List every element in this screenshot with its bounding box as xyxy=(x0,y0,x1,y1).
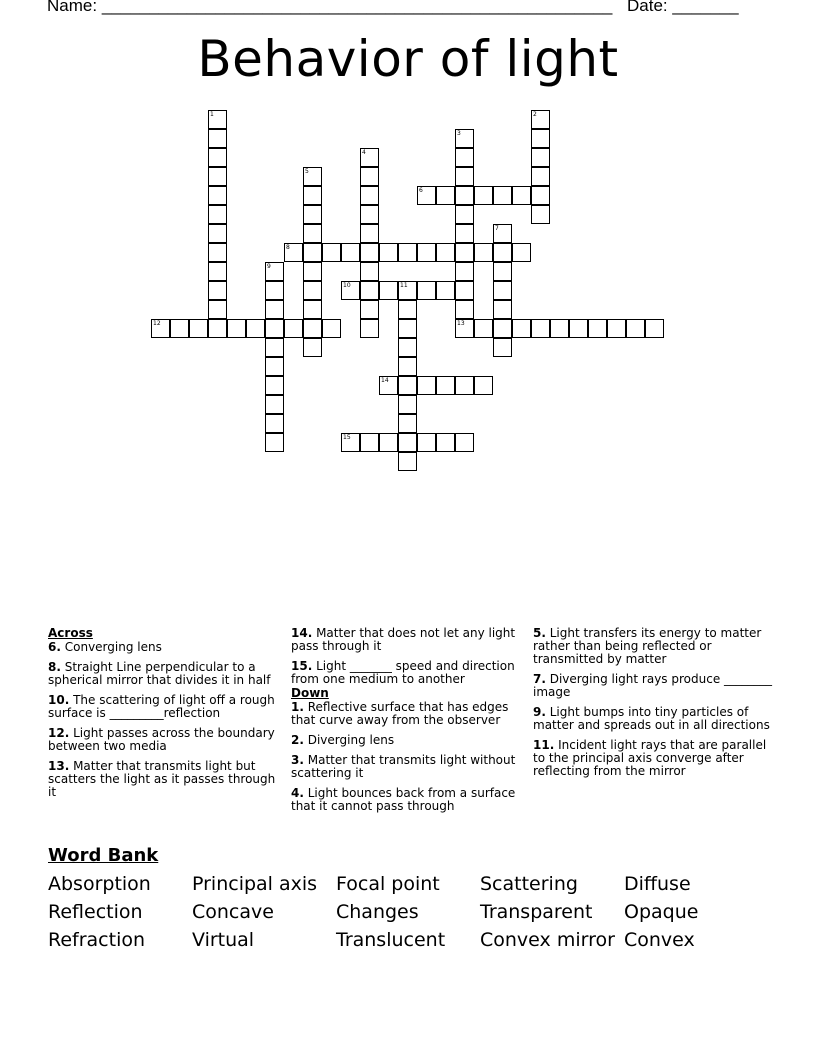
name-blank[interactable]: ______________________________________________________ xyxy=(101,0,613,15)
grid-cell[interactable] xyxy=(607,319,626,338)
grid-cell[interactable] xyxy=(360,281,379,300)
grid-cell[interactable] xyxy=(436,433,455,452)
grid-cell[interactable] xyxy=(246,319,265,338)
grid-cell[interactable] xyxy=(208,281,227,300)
clue-number: 3. xyxy=(291,753,304,767)
grid-cell[interactable] xyxy=(417,186,436,205)
grid-cell[interactable] xyxy=(398,433,417,452)
clue-text: Diverging lens xyxy=(303,733,395,747)
grid-cell[interactable] xyxy=(379,433,398,452)
grid-cell[interactable] xyxy=(360,262,379,281)
clue-column-2 xyxy=(291,627,527,820)
clue-number: 7. xyxy=(533,672,546,686)
clue-number: 5 xyxy=(305,168,309,175)
clue-number: 6 xyxy=(419,187,423,194)
grid-cell[interactable] xyxy=(417,281,436,300)
clue xyxy=(533,739,773,778)
grid-cell[interactable] xyxy=(360,167,379,186)
grid-cell[interactable] xyxy=(569,319,588,338)
grid-cell[interactable] xyxy=(322,319,341,338)
grid-cell[interactable] xyxy=(645,319,664,338)
word-bank-word: Transparent xyxy=(480,901,593,923)
grid-cell[interactable] xyxy=(398,319,417,338)
grid-cell[interactable] xyxy=(208,167,227,186)
clue-number: 6. xyxy=(48,640,61,654)
grid-cell[interactable] xyxy=(303,205,322,224)
grid-cell[interactable] xyxy=(512,243,531,262)
clue-number: 4. xyxy=(291,786,304,800)
word-bank-word: Scattering xyxy=(480,873,578,895)
grid-cell[interactable] xyxy=(303,300,322,319)
grid-cell[interactable] xyxy=(398,414,417,433)
clue-text: Matter that does not let any light pass through it xyxy=(291,626,516,653)
word-bank-word: Convex mirror xyxy=(480,929,615,951)
grid-cell[interactable] xyxy=(398,395,417,414)
clue-number: 15. xyxy=(291,659,313,673)
clue-text: Light bumps into tiny particles of matter and spreads out in all directions xyxy=(533,705,770,732)
grid-cell[interactable] xyxy=(322,243,341,262)
clue-text: The scattering of light off a rough surface is _________reflection xyxy=(48,693,275,720)
grid-cell[interactable] xyxy=(303,338,322,357)
grid-cell[interactable] xyxy=(360,319,379,338)
clue-column-1 xyxy=(48,627,283,806)
grid-cell[interactable] xyxy=(455,205,474,224)
grid-cell[interactable] xyxy=(474,319,493,338)
clue-number: 7 xyxy=(495,225,499,232)
clue-number: 14 xyxy=(381,377,389,384)
clue-number: 12 xyxy=(153,320,161,327)
grid-cell[interactable] xyxy=(455,262,474,281)
grid-cell[interactable] xyxy=(455,224,474,243)
grid-cell[interactable] xyxy=(455,186,474,205)
clue-number: 2. xyxy=(291,733,304,747)
grid-cell[interactable] xyxy=(189,319,208,338)
clue-number: 10. xyxy=(48,693,70,707)
clue-number: 10 xyxy=(343,282,351,289)
grid-cell[interactable] xyxy=(550,319,569,338)
page-title: Behavior of light xyxy=(197,30,619,88)
grid-cell[interactable] xyxy=(360,224,379,243)
grid-cell[interactable] xyxy=(265,319,284,338)
grid-cell[interactable] xyxy=(493,338,512,357)
date-blank[interactable]: _______ xyxy=(672,0,739,15)
grid-cell[interactable] xyxy=(208,110,227,129)
grid-cell[interactable] xyxy=(208,224,227,243)
clue-text: Straight Line perpendicular to a spherical mirror that divides it in half xyxy=(48,660,271,687)
clue xyxy=(48,661,283,687)
grid-cell[interactable] xyxy=(626,319,645,338)
clue-number: 4 xyxy=(362,149,366,156)
clue-text: Reflective surface that has edges that curve away from the observer xyxy=(291,700,509,727)
grid-cell[interactable] xyxy=(265,376,284,395)
clue-number: 11 xyxy=(400,282,408,289)
grid-cell[interactable] xyxy=(455,433,474,452)
grid-cell[interactable] xyxy=(379,243,398,262)
grid-cell[interactable] xyxy=(436,281,455,300)
clue xyxy=(291,701,527,727)
grid-cell[interactable] xyxy=(455,300,474,319)
word-bank-word: Absorption xyxy=(48,873,151,895)
grid-cell[interactable] xyxy=(379,281,398,300)
grid-cell[interactable] xyxy=(265,414,284,433)
clue-number: 8 xyxy=(286,244,290,251)
grid-cell[interactable] xyxy=(493,281,512,300)
clue-number: 11. xyxy=(533,738,555,752)
grid-cell[interactable] xyxy=(208,205,227,224)
grid-cell[interactable] xyxy=(398,452,417,471)
grid-cell[interactable] xyxy=(474,186,493,205)
grid-cell[interactable] xyxy=(474,243,493,262)
grid-cell[interactable] xyxy=(265,300,284,319)
grid-cell[interactable] xyxy=(455,243,474,262)
word-bank-word: Focal point xyxy=(336,873,440,895)
grid-cell[interactable] xyxy=(341,433,360,452)
grid-cell[interactable] xyxy=(265,433,284,452)
grid-cell[interactable] xyxy=(208,300,227,319)
grid-cell[interactable] xyxy=(493,319,512,338)
grid-cell[interactable] xyxy=(265,281,284,300)
word-bank-word: Translucent xyxy=(336,929,446,951)
grid-cell[interactable] xyxy=(455,148,474,167)
clue-number: 8. xyxy=(48,660,61,674)
clue xyxy=(48,760,283,799)
grid-cell[interactable] xyxy=(341,243,360,262)
grid-cell[interactable] xyxy=(474,376,493,395)
word-bank-word: Reflection xyxy=(48,901,143,923)
word-bank-word: Diffuse xyxy=(624,873,691,895)
grid-cell[interactable] xyxy=(265,395,284,414)
grid-cell[interactable] xyxy=(265,338,284,357)
clue-number: 14. xyxy=(291,626,313,640)
clue-text: Light passes across the boundary between two media xyxy=(48,726,275,753)
grid-cell[interactable] xyxy=(398,338,417,357)
clue-text: Matter that transmits light without scattering it xyxy=(291,753,516,780)
grid-cell[interactable] xyxy=(493,224,512,243)
clue-text: Light transfers its energy to matter rather than being reflected or transmitted by matter xyxy=(533,626,762,666)
grid-cell[interactable] xyxy=(417,376,436,395)
clue xyxy=(291,734,527,747)
clue xyxy=(533,706,773,732)
grid-cell[interactable] xyxy=(208,148,227,167)
grid-cell[interactable] xyxy=(303,319,322,338)
clue-number: 1 xyxy=(210,111,214,118)
clue-number: 1. xyxy=(291,700,304,714)
clue xyxy=(291,787,527,813)
grid-cell[interactable] xyxy=(436,186,455,205)
grid-cell[interactable] xyxy=(303,186,322,205)
grid-cell[interactable] xyxy=(208,319,227,338)
clue-number: 13 xyxy=(457,320,465,327)
grid-cell[interactable] xyxy=(227,319,246,338)
clue xyxy=(48,641,283,654)
grid-cell[interactable] xyxy=(455,376,474,395)
clue-text: Diverging light rays produce ________ image xyxy=(533,672,773,699)
clue-text: Matter that transmits light but scatters the light as it passes through it xyxy=(48,759,276,799)
grid-cell[interactable] xyxy=(531,129,550,148)
grid-cell[interactable] xyxy=(360,433,379,452)
grid-cell[interactable] xyxy=(208,186,227,205)
grid-cell[interactable] xyxy=(151,319,170,338)
grid-cell[interactable] xyxy=(398,300,417,319)
grid-cell[interactable] xyxy=(417,433,436,452)
clue-text: Converging lens xyxy=(60,640,162,654)
grid-cell[interactable] xyxy=(398,281,417,300)
grid-cell[interactable] xyxy=(265,262,284,281)
name-label: Name: xyxy=(47,0,98,15)
grid-cell[interactable] xyxy=(360,300,379,319)
grid-cell[interactable] xyxy=(303,243,322,262)
down-heading: Down xyxy=(291,686,329,700)
grid-cell[interactable] xyxy=(493,262,512,281)
grid-cell[interactable] xyxy=(493,300,512,319)
grid-cell[interactable] xyxy=(512,186,531,205)
grid-cell[interactable] xyxy=(531,319,550,338)
grid-cell[interactable] xyxy=(360,243,379,262)
clue xyxy=(48,694,283,720)
word-bank-word: Virtual xyxy=(192,929,255,951)
grid-cell[interactable] xyxy=(284,243,303,262)
grid-cell[interactable] xyxy=(360,186,379,205)
grid-cell[interactable] xyxy=(455,319,474,338)
grid-cell[interactable] xyxy=(360,205,379,224)
grid-cell[interactable] xyxy=(588,319,607,338)
clue-number: 9 xyxy=(267,263,271,270)
grid-cell[interactable] xyxy=(455,167,474,186)
clue xyxy=(533,627,773,666)
grid-cell[interactable] xyxy=(208,243,227,262)
across-heading: Across xyxy=(48,626,93,640)
grid-cell[interactable] xyxy=(208,262,227,281)
grid-cell[interactable] xyxy=(265,357,284,376)
clue-number: 2 xyxy=(533,111,537,118)
grid-cell[interactable] xyxy=(455,281,474,300)
clue-column-3 xyxy=(533,627,773,785)
grid-cell[interactable] xyxy=(436,243,455,262)
grid-cell[interactable] xyxy=(512,319,531,338)
clue xyxy=(291,754,527,780)
clue-text: Light bounces back from a surface that it cannot pass through xyxy=(291,786,516,813)
grid-cell[interactable] xyxy=(360,148,379,167)
grid-cell[interactable] xyxy=(303,224,322,243)
word-bank-title: Word Bank xyxy=(48,845,159,866)
clue-number: 15 xyxy=(343,434,351,441)
clue xyxy=(48,727,283,753)
clue-text: Incident light rays that are parallel to the principal axis converge after reflecting from the mirror xyxy=(533,738,767,778)
grid-cell[interactable] xyxy=(398,357,417,376)
word-bank-word: Refraction xyxy=(48,929,146,951)
grid-cell[interactable] xyxy=(398,376,417,395)
grid-cell[interactable] xyxy=(303,262,322,281)
grid-cell[interactable] xyxy=(531,205,550,224)
word-bank-word: Changes xyxy=(336,901,419,923)
grid-cell[interactable] xyxy=(531,167,550,186)
date-label: Date: xyxy=(627,0,668,15)
grid-cell[interactable] xyxy=(170,319,189,338)
grid-cell[interactable] xyxy=(341,281,360,300)
word-bank-word: Opaque xyxy=(624,901,699,923)
grid-cell[interactable] xyxy=(284,319,303,338)
word-bank-word: Principal axis xyxy=(192,873,318,895)
grid-cell[interactable] xyxy=(493,243,512,262)
clue-number: 9. xyxy=(533,705,546,719)
grid-cell[interactable] xyxy=(303,167,322,186)
grid-cell[interactable] xyxy=(303,281,322,300)
clue-number: 3 xyxy=(457,130,461,137)
grid-cell[interactable] xyxy=(398,243,417,262)
grid-cell[interactable] xyxy=(531,186,550,205)
clue-number: 12. xyxy=(48,726,70,740)
clue-text: Light _______ speed and direction from one medium to another xyxy=(291,659,515,686)
grid-cell[interactable] xyxy=(208,129,227,148)
grid-cell[interactable] xyxy=(493,186,512,205)
clue xyxy=(291,627,527,653)
clue xyxy=(291,660,527,686)
clue-number: 13. xyxy=(48,759,70,773)
clue xyxy=(533,673,773,699)
grid-cell[interactable] xyxy=(455,129,474,148)
grid-cell[interactable] xyxy=(379,376,398,395)
word-bank-word: Concave xyxy=(192,901,274,923)
word-bank-word: Convex xyxy=(624,929,695,951)
grid-cell[interactable] xyxy=(417,243,436,262)
grid-cell[interactable] xyxy=(436,376,455,395)
grid-cell[interactable] xyxy=(531,148,550,167)
grid-cell[interactable] xyxy=(531,110,550,129)
clue-number: 5. xyxy=(533,626,546,640)
